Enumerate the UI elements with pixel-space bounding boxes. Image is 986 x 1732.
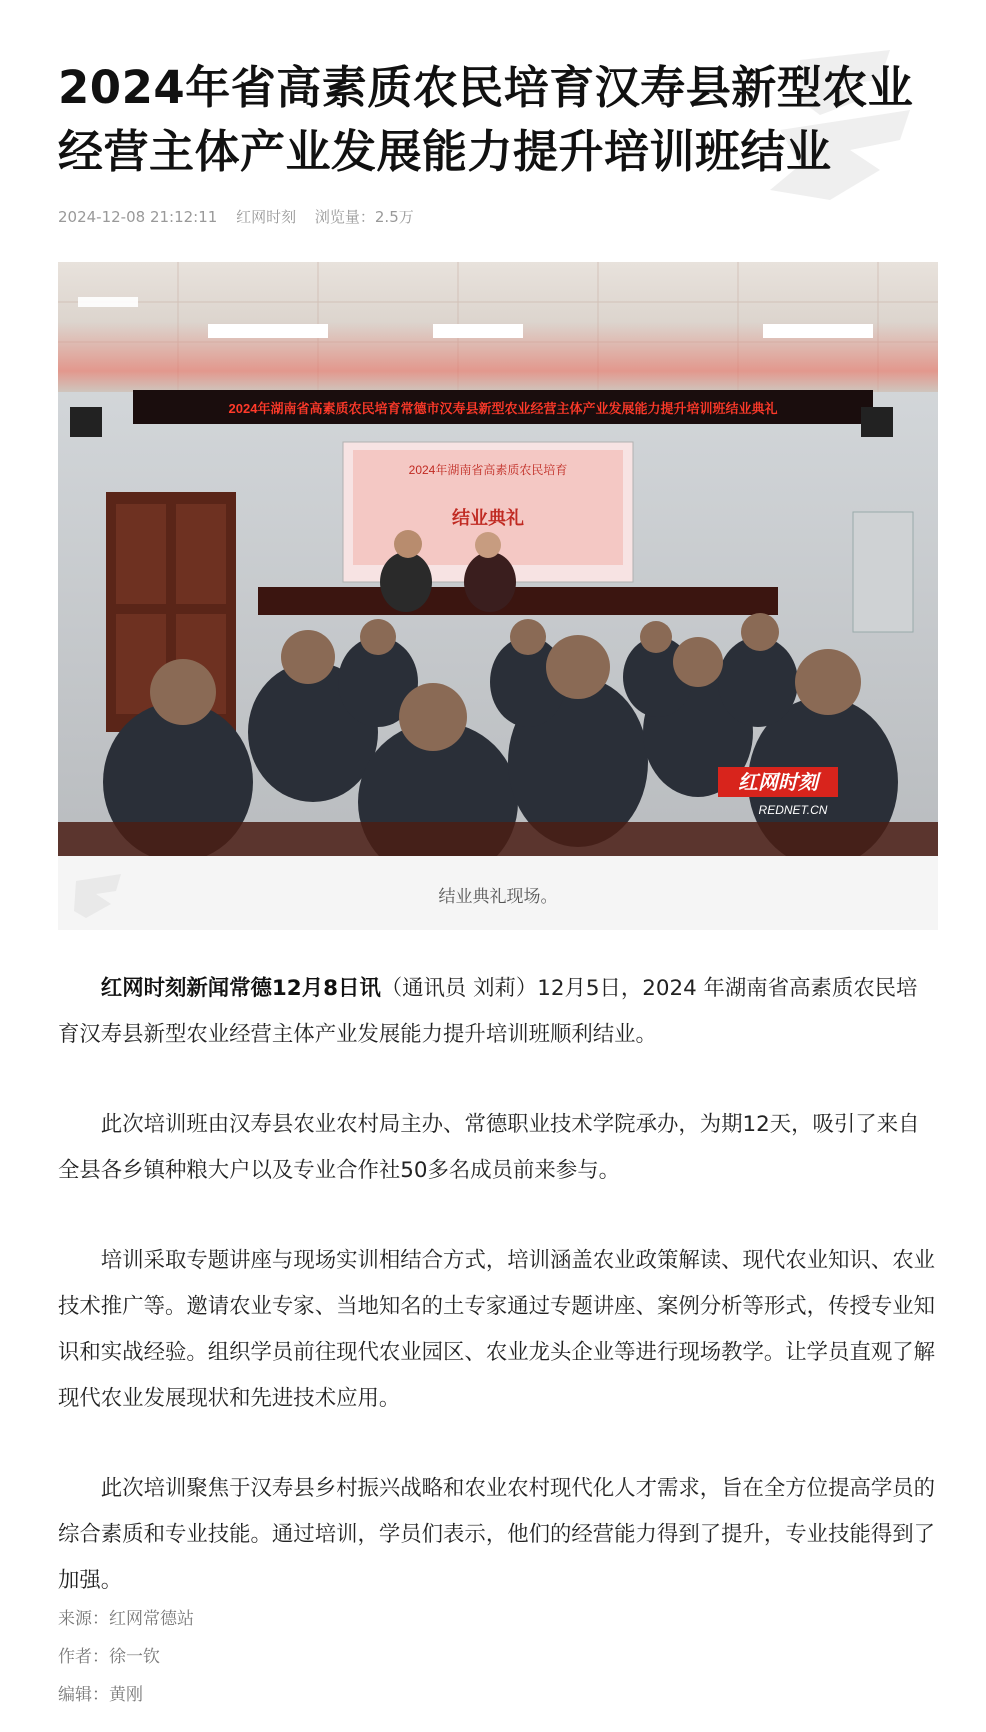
- article-credits: [58, 1600, 194, 1714]
- view-count: 浏览量：2.5万: [314, 208, 414, 226]
- lead-text: （通讯员 刘莉）12月5日，2024 年湖南省高素质农民培育汉寿县新型农业经营主体产业发展能力提升培训班顺利结业。: [58, 976, 918, 1047]
- lead-paragraph: [58, 966, 938, 1058]
- author-line: 作者：徐一钦: [58, 1647, 160, 1667]
- paragraph-2: 此次培训班由汉寿县农业农村局主办、常德职业技术学院承办，为期12天，吸引了来自全县各乡镇种粮大户以及专业合作社50多名成员前来参与。: [58, 1112, 920, 1183]
- title-line-2: 经营主体产业发展能力提升培训班结业: [58, 125, 832, 178]
- photo-logo-text: 红网时刻: [738, 772, 818, 794]
- photo-logo-subtext: REDNET.CN: [758, 803, 828, 817]
- screen-main: 结业典礼: [452, 508, 524, 528]
- banner-text: 2024年湖南省高素质农民培育常德市汉寿县新型农业经营主体产业发展能力提升培训班结业典礼: [228, 401, 778, 416]
- editor-line: 编辑：黄刚: [58, 1685, 143, 1705]
- paragraph-4: 此次培训聚焦于汉寿县乡村振兴战略和农业农村现代化人才需求，旨在全方位提高学员的综合素质和专业技能。通过培训，学员们表示，他们的经营能力得到了提升，专业技能得到了加强。: [58, 1476, 936, 1593]
- publisher-name: 红网时刻: [236, 208, 297, 226]
- paragraph-3: 培训采取专题讲座与现场实训相结合方式，培训涵盖农业政策解读、现代农业知识、农业技术推广等。邀请农业专家、当地知名的土专家通过专题讲座、案例分析等形式，传授专业知识和实战经验。组织学员前往现代农业园区、农业龙头企业等进行现场教学。让学员直观了解现代农业发展现状和先进技术应用。: [58, 1248, 936, 1411]
- article-body: [58, 966, 938, 1648]
- photo-caption: 结业典礼现场。: [438, 887, 558, 907]
- article-figure: [58, 262, 938, 930]
- title-line-1: 2024年省高素质农民培育汉寿县新型农业: [58, 61, 914, 114]
- source-line: 来源：红网常德站: [58, 1609, 194, 1629]
- screen-title: 2024年湖南省高素质农民培育: [408, 463, 568, 477]
- meeting-photo: [58, 262, 938, 856]
- article-title: [58, 56, 928, 184]
- dateline: 红网时刻新闻常德12月8日讯: [100, 976, 381, 1001]
- article-meta: [58, 206, 428, 227]
- publish-datetime: 2024-12-08 21:12:11: [58, 208, 218, 226]
